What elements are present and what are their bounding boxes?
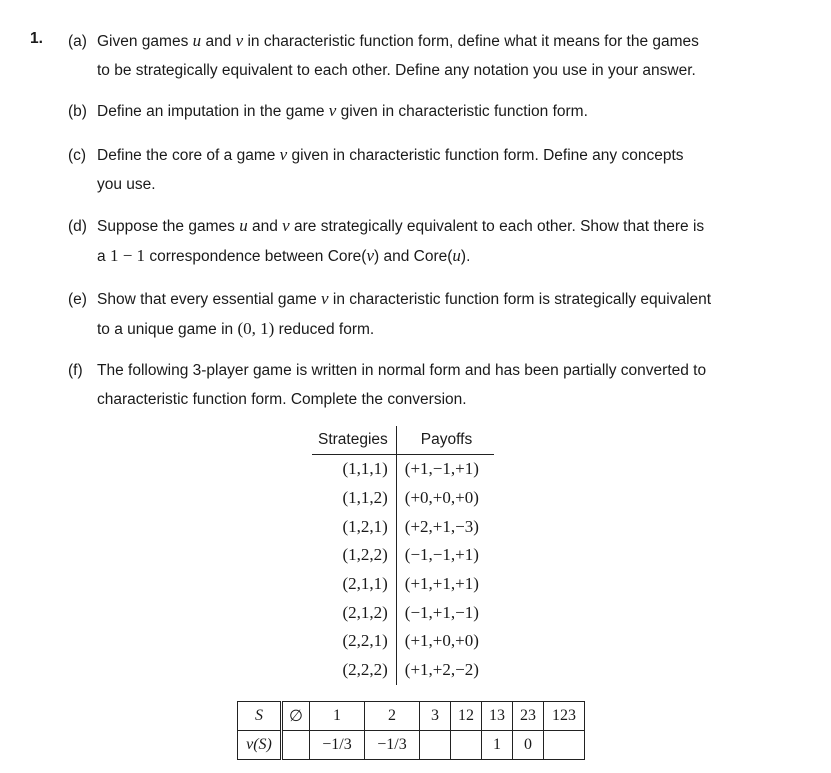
strategy-cell: (2,2,1) [312, 627, 396, 656]
value-cell[interactable] [451, 731, 482, 760]
part-f-line2: characteristic function form. Complete the conversion. [97, 391, 467, 408]
table-row [312, 484, 494, 513]
part-d-text: Suppose the games [97, 218, 240, 235]
value-cell[interactable]: 0 [513, 731, 544, 760]
table-row [312, 570, 494, 599]
value-row-label: v(S) [238, 731, 282, 760]
part-c-line2: you use. [97, 176, 156, 193]
part-d-line2 [68, 241, 748, 271]
value-cell[interactable]: −1/3 [310, 731, 365, 760]
part-a-text: and [201, 33, 236, 50]
characteristic-function-table [237, 701, 585, 760]
table-row [312, 627, 494, 656]
payoff-cell: (+0,+0,+0) [404, 488, 479, 508]
strategy-cell: (1,2,1) [312, 512, 396, 541]
coalition-cell: 3 [420, 702, 451, 731]
math-u: u [452, 246, 461, 265]
part-e-text: Show that every essential game [97, 291, 322, 308]
part-a-text: Given games [97, 33, 193, 50]
strategy-cell: (2,1,2) [312, 598, 396, 627]
math-v: v [282, 216, 290, 235]
value-cell[interactable] [420, 731, 451, 760]
strategies-header: Strategies [312, 426, 396, 455]
table-row [312, 598, 494, 627]
part-d-text: correspondence between Core( [145, 248, 367, 265]
coalition-row [238, 702, 585, 731]
payoff-cell: (+2,+1,−3) [404, 516, 479, 536]
part-c-text: given in characteristic function form. Define any concepts [287, 147, 684, 164]
math-v: v [279, 145, 288, 164]
part-c-text: Define the core of a game [97, 147, 280, 164]
part-e-label: (e) [68, 291, 87, 308]
math-v: v [328, 101, 337, 120]
part-b-text: given in characteristic function form. [336, 103, 588, 120]
question-number: 1. [30, 30, 43, 47]
coalition-cell: 123 [544, 702, 585, 731]
strategy-payoff-table [312, 426, 494, 685]
part-d-text: ). [460, 248, 471, 265]
math-interval: (0, 1) [237, 319, 275, 338]
payoff-cell: (+1,−1,+1) [404, 459, 479, 479]
table-row [312, 541, 494, 570]
part-c-label: (c) [68, 147, 87, 164]
part-a-label: (a) [68, 33, 87, 50]
part-a [68, 26, 748, 85]
strategy-cell: (2,1,1) [312, 570, 396, 599]
strategy-cell: (1,2,2) [312, 541, 396, 570]
part-e [68, 284, 748, 344]
payoff-cell: (+1,+0,+0) [404, 631, 479, 651]
math-v: v [321, 289, 329, 308]
payoffs-header: Payoffs [396, 426, 494, 455]
table-row [312, 455, 494, 484]
part-f-text: The following 3-player game is written in normal form and has been partially converted to [97, 362, 707, 379]
math-one-to-one: 1 − 1 [109, 246, 146, 265]
table-header-row [312, 426, 494, 455]
part-d [68, 211, 748, 271]
part-e-text: in characteristic function form is strategically equivalent [328, 291, 712, 308]
part-d-text: and [247, 218, 283, 235]
part-f-label: (f) [68, 362, 83, 379]
part-d-text: ) and Core( [374, 248, 453, 265]
payoff-cell: (−1,−1,+1) [404, 545, 479, 565]
strategy-cell: (1,1,1) [312, 455, 396, 484]
coalition-row-label: S [238, 702, 282, 731]
table-row [312, 656, 494, 685]
part-e-text: reduced form. [274, 321, 375, 338]
part-c [68, 140, 748, 199]
table-row [312, 512, 494, 541]
payoff-cell: (+1,+2,−2) [404, 660, 479, 680]
math-u: u [192, 31, 202, 50]
payoff-cell: (+1,+1,+1) [404, 574, 479, 594]
value-cell[interactable] [282, 731, 310, 760]
part-a-text: in characteristic function form, define what it means for the games [243, 33, 699, 50]
value-cell[interactable]: 1 [482, 731, 513, 760]
value-cell[interactable] [544, 731, 585, 760]
coalition-cell: 12 [451, 702, 482, 731]
coalition-cell: 23 [513, 702, 544, 731]
strategy-cell: (1,1,2) [312, 484, 396, 513]
part-b [68, 96, 748, 126]
value-row [238, 731, 585, 760]
math-v: v [235, 31, 244, 50]
coalition-cell: ∅ [282, 702, 310, 731]
part-d-label: (d) [68, 218, 87, 235]
part-d-text: are strategically equivalent to each other. Show that there is [289, 218, 705, 235]
math-v: v [366, 246, 375, 265]
part-a-line2: to be strategically equivalent to each other. Define any notation you use in your answer. [97, 62, 696, 79]
part-d-text: a [97, 248, 110, 265]
coalition-cell: 2 [365, 702, 420, 731]
part-b-text: Define an imputation in the game [97, 103, 329, 120]
value-cell[interactable]: −1/3 [365, 731, 420, 760]
coalition-cell: 13 [482, 702, 513, 731]
coalition-cell: 1 [310, 702, 365, 731]
math-u: u [239, 216, 248, 235]
payoff-cell: (−1,+1,−1) [404, 602, 479, 622]
part-e-line2 [68, 314, 748, 344]
strategy-cell: (2,2,2) [312, 656, 396, 685]
part-e-text: to a unique game in [97, 321, 238, 338]
part-f [68, 356, 748, 414]
part-b-label: (b) [68, 103, 87, 120]
